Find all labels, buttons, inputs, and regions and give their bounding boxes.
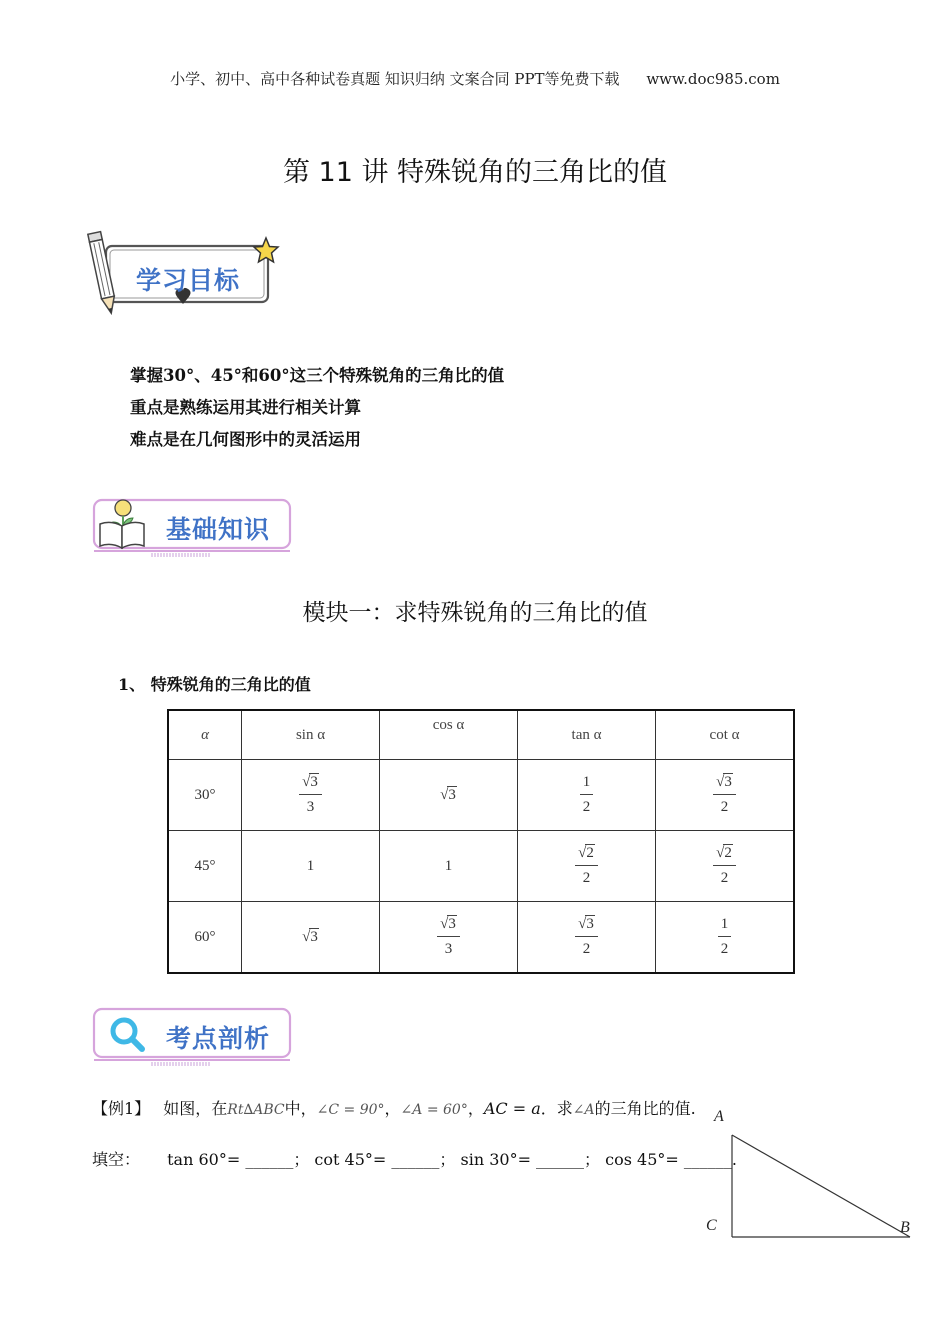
header-site-link[interactable]: www.doc985.com: [646, 70, 780, 88]
vertex-label-a: A: [714, 1108, 724, 1125]
goal-item: 重点是熟练运用其进行相关计算: [130, 398, 361, 417]
goals-banner: [86, 226, 286, 318]
vertex-label-c: C: [706, 1217, 717, 1234]
fraction: $\frac{√3}{2}$: [575, 916, 598, 958]
value-cell: [656, 831, 795, 902]
fraction: $\frac{√3}{2}$: [713, 774, 736, 816]
fraction: $\frac{√3}{3}$: [299, 774, 322, 816]
section-heading: 1、 特殊锐角的三角比的值: [118, 675, 311, 694]
value-cell: [518, 760, 656, 831]
value-cell: [518, 902, 656, 974]
module-title: 模块一：求特殊锐角的三角比的值: [302, 600, 648, 626]
fraction: $\frac{√2}{2}$: [575, 845, 598, 887]
angle-cell: 30°: [168, 760, 242, 831]
fraction: $\frac{√3}{3}$: [437, 916, 460, 958]
value-cell: [518, 831, 656, 902]
value-cell: √3: [380, 760, 518, 831]
header-cell-sin: sin α: [242, 710, 380, 760]
header-text: 小学、初中、高中各种试卷真题 知识归纳 文案合同 PPT等免费下载: [170, 70, 620, 88]
fill-item: sin 30°= ______；: [460, 1150, 601, 1169]
value-cell: √3: [242, 902, 380, 974]
vertex-label-b: B: [900, 1219, 910, 1236]
example-text: ，: [467, 1099, 484, 1118]
side-ab: [732, 1135, 910, 1237]
fill-item: tan 60°= ______；: [167, 1150, 310, 1169]
basics-banner: [92, 494, 294, 560]
angle-cell: 45°: [168, 831, 242, 902]
example-text: ，: [384, 1099, 401, 1118]
fraction: $\frac{1}{2}$: [718, 916, 732, 958]
example-1: [92, 1096, 696, 1119]
pencil-icon: [86, 226, 120, 318]
triangle-figure: [700, 1105, 920, 1245]
page-title: 第 11 讲 特殊锐角的三角比的值: [282, 157, 668, 188]
example-text: 的三角比的值.: [594, 1099, 696, 1118]
table-row: [168, 760, 794, 831]
analysis-banner: [92, 1003, 294, 1069]
book-bulb-icon: [96, 496, 148, 552]
fraction: $\frac{√2}{2}$: [713, 845, 736, 887]
example-math: AC = a: [483, 1099, 541, 1118]
angle-cell: 60°: [168, 902, 242, 974]
example-math: Rt∆ABC: [227, 1102, 285, 1118]
table-row: [168, 831, 794, 902]
header-cell-tan: tan α: [518, 710, 656, 760]
trig-value-table: [167, 709, 795, 974]
fraction: $\frac{1}{2}$: [580, 774, 594, 816]
example-text: 中，: [284, 1099, 317, 1118]
value-cell: [656, 902, 795, 974]
fill-item: cos 45°= ______.: [605, 1150, 737, 1169]
header-cell-cot: cot α: [656, 710, 795, 760]
goals-banner-label: 学习目标: [136, 266, 241, 295]
example-text: 如图，在: [163, 1099, 228, 1118]
basics-banner-label: 基础知识: [166, 515, 271, 544]
goal-item: 难点是在几何图形中的灵活运用: [130, 430, 361, 449]
fill-label: 填空：: [92, 1150, 141, 1169]
example-math: ∠A = 60°: [400, 1102, 468, 1118]
value-cell: [242, 760, 380, 831]
analysis-banner-label: 考点剖析: [166, 1024, 271, 1053]
example-label: 【例1】: [92, 1099, 151, 1118]
header-cell-alpha: α: [168, 710, 242, 760]
goal-item: 掌握30°、45°和60°这三个特殊锐角的三角比的值: [130, 366, 505, 385]
example-math: ∠A: [572, 1102, 595, 1118]
table-row: [168, 902, 794, 974]
fill-in-line: [92, 1147, 737, 1170]
value-cell: 1: [242, 831, 380, 902]
example-math: ∠C = 90°: [316, 1102, 385, 1118]
value-cell: [656, 760, 795, 831]
header-cell-cos: cos α: [380, 710, 518, 760]
fill-item: cot 45°= ______；: [314, 1150, 456, 1169]
example-text: ．求: [540, 1099, 573, 1118]
magnifier-icon: [108, 1015, 148, 1055]
value-cell: 1: [380, 831, 518, 902]
star-icon: [252, 236, 280, 264]
value-cell: [380, 902, 518, 974]
table-header-row: [168, 710, 794, 760]
page-header: [0, 68, 950, 89]
